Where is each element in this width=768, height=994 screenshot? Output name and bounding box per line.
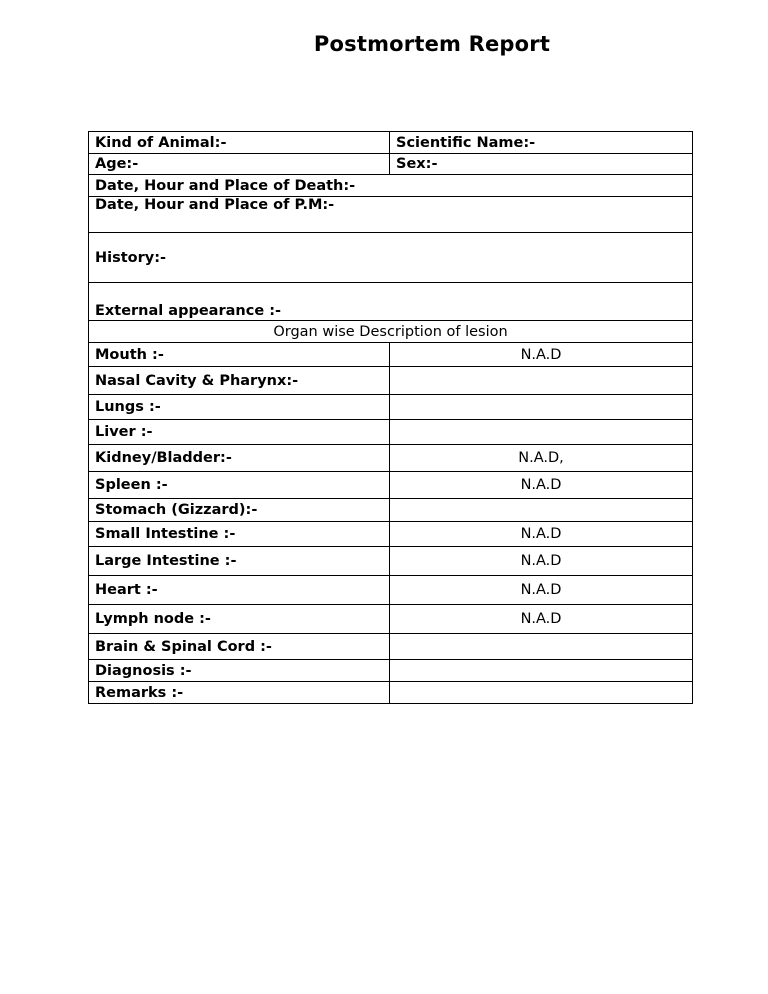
organ-label-diagnosis: Diagnosis :- [89, 660, 390, 682]
organ-value-kidney-bladder[interactable]: N.A.D, [390, 445, 693, 472]
organ-row [89, 605, 693, 634]
external-appearance-field[interactable]: External appearance :- [89, 283, 693, 321]
table-row [89, 233, 693, 283]
organ-row [89, 343, 693, 367]
organ-value-nasal-cavity[interactable] [390, 367, 693, 395]
organ-value-small-intestine[interactable]: N.A.D [390, 522, 693, 547]
organ-label-lymph-node: Lymph node :- [89, 605, 390, 634]
organ-row [89, 367, 693, 395]
history-field[interactable]: History:- [89, 233, 693, 283]
organ-label-lungs: Lungs :- [89, 395, 390, 420]
organ-value-mouth[interactable]: N.A.D [390, 343, 693, 367]
organ-value-brain-spinal-cord[interactable] [390, 634, 693, 660]
organ-row [89, 660, 693, 682]
organ-row [89, 682, 693, 704]
organ-row [89, 634, 693, 660]
organ-value-large-intestine[interactable]: N.A.D [390, 547, 693, 576]
organ-label-mouth: Mouth :- [89, 343, 390, 367]
section-heading: Organ wise Description of lesion [89, 321, 693, 343]
organ-label-kidney-bladder: Kidney/Bladder:- [89, 445, 390, 472]
organ-value-spleen[interactable]: N.A.D [390, 472, 693, 499]
organ-label-remarks: Remarks :- [89, 682, 390, 704]
organ-row [89, 576, 693, 605]
organ-label-heart: Heart :- [89, 576, 390, 605]
organ-value-heart[interactable]: N.A.D [390, 576, 693, 605]
age-field[interactable]: Age:- [89, 154, 390, 175]
organ-label-nasal-cavity: Nasal Cavity & Pharynx:- [89, 367, 390, 395]
organ-label-brain-spinal-cord: Brain & Spinal Cord :- [89, 634, 390, 660]
organ-row [89, 472, 693, 499]
kind-of-animal-field[interactable]: Kind of Animal:- [89, 132, 390, 154]
date-hour-place-of-pm-field[interactable]: Date, Hour and Place of P.M:- [89, 197, 693, 233]
organ-label-stomach: Stomach (Gizzard):- [89, 499, 390, 522]
organ-label-liver: Liver :- [89, 420, 390, 445]
organ-row [89, 420, 693, 445]
organ-value-liver[interactable] [390, 420, 693, 445]
organ-row [89, 547, 693, 576]
organ-row [89, 499, 693, 522]
page-title: Postmortem Report [313, 32, 551, 56]
organ-value-stomach[interactable] [390, 499, 693, 522]
organ-row [89, 522, 693, 547]
table-row [89, 132, 693, 154]
organ-value-remarks[interactable] [390, 682, 693, 704]
table-row [89, 321, 693, 343]
sex-field[interactable]: Sex:- [390, 154, 693, 175]
organ-row [89, 395, 693, 420]
date-hour-place-of-death-field[interactable]: Date, Hour and Place of Death:- [89, 175, 693, 197]
table-row [89, 175, 693, 197]
organ-label-spleen: Spleen :- [89, 472, 390, 499]
report-table [88, 131, 693, 704]
organ-value-lungs[interactable] [390, 395, 693, 420]
organ-value-lymph-node[interactable]: N.A.D [390, 605, 693, 634]
table-row [89, 197, 693, 233]
organ-label-large-intestine: Large Intestine :- [89, 547, 390, 576]
scientific-name-field[interactable]: Scientific Name:- [390, 132, 693, 154]
organ-value-diagnosis[interactable] [390, 660, 693, 682]
table-row [89, 154, 693, 175]
organ-row [89, 445, 693, 472]
organ-label-small-intestine: Small Intestine :- [89, 522, 390, 547]
table-row [89, 283, 693, 321]
